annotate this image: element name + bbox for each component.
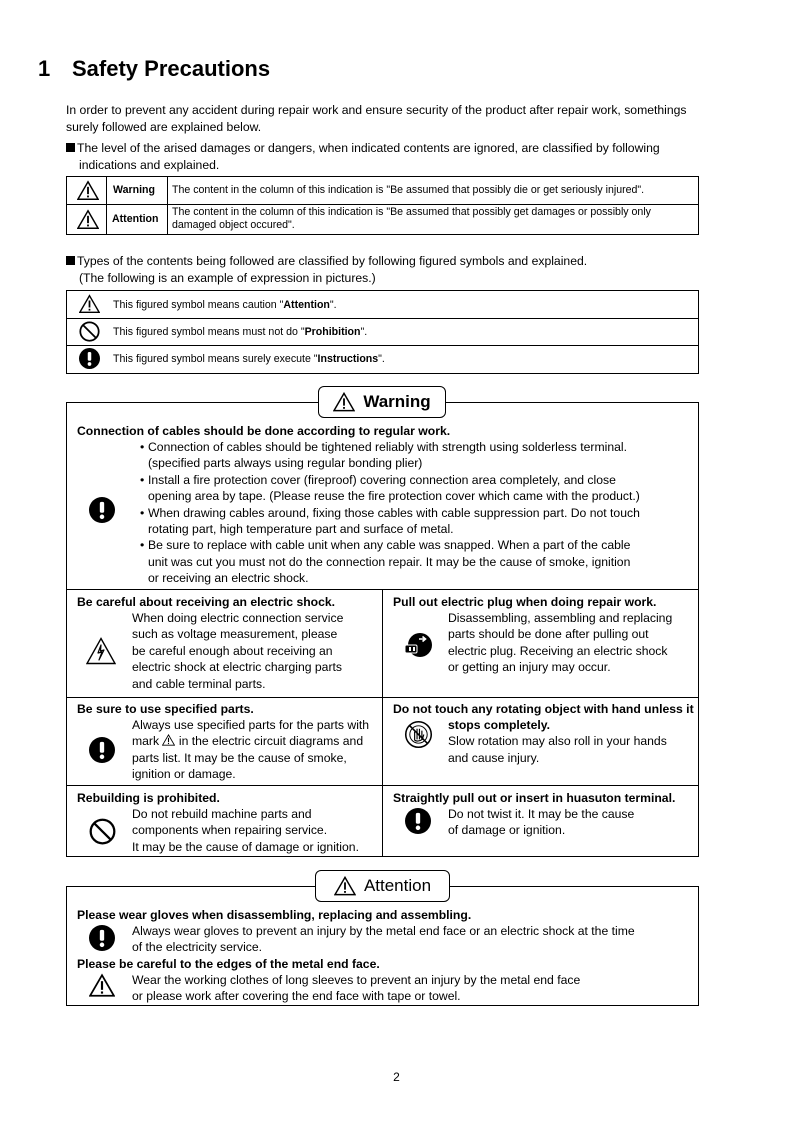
attention-header-label: Attention bbox=[363, 876, 432, 895]
cables-bullet: • Connection of cables should be tightened reliably with strength using solderless terminal. (specified parts always using regular bonding plier) bbox=[140, 439, 700, 472]
symbol-prohibition-row: This figured symbol means must not do "Prohibition". bbox=[113, 326, 368, 338]
rebuild-prohibition-icon bbox=[89, 818, 116, 845]
warning-header bbox=[318, 386, 446, 418]
no-touch-hand-icon bbox=[404, 720, 433, 749]
intro-line: In order to prevent any accident during repair work and ensure security of the product after repair work, somethings bbox=[66, 103, 687, 117]
symbol-attention-row: This figured symbol means caution "Attention". bbox=[113, 299, 337, 311]
terminal-text: Do not twist it. It may be the cause of damage or ignition. bbox=[448, 807, 635, 838]
types-intro-line: Types of the contents being followed are classified by following figured symbols and explained. bbox=[77, 254, 588, 268]
page-number: 2 bbox=[393, 1070, 400, 1084]
gloves-instruction-icon bbox=[89, 925, 115, 951]
warning-header-icon bbox=[333, 392, 355, 412]
cables-title: Connection of cables should be done according to regular work. bbox=[77, 424, 451, 438]
levels-table bbox=[66, 176, 699, 235]
rotating-text: stops completely. Slow rotation may also roll in your hands and cause injury. bbox=[448, 718, 667, 765]
instruction-icon bbox=[79, 348, 100, 369]
parts-instruction-icon bbox=[89, 737, 115, 763]
prohibition-icon bbox=[79, 321, 100, 342]
cables-bullet: • When drawing cables around, fixing those cables with cable suppression part. Do not touch rotating part, high temperature part and surface of metal. bbox=[140, 505, 700, 538]
cables-instruction-icon bbox=[89, 497, 115, 523]
levels-intro-line: The level of the arised damages or dangers, when indicated contents are ignored, are classified by following bbox=[77, 141, 660, 155]
level-attention-text: The content in the column of this indication is "Be assumed that possibly get damages or possibly only damaged object occured". bbox=[172, 206, 651, 231]
plug-text: Disassembling, assembling and replacing parts should be done after pulling out electric plug. Receiving an electric shock or getting an injury may occur. bbox=[448, 611, 673, 675]
shock-text: When doing electric connection service such as voltage measurement, please be careful enough about receiving an electric shock at electric charging parts and cable terminal parts. bbox=[132, 611, 344, 691]
edges-text: Wear the working clothes of long sleeves to prevent an injury by the metal end face or please work after covering the end face with tape or towel. bbox=[132, 973, 581, 1004]
edges-caution-icon bbox=[89, 973, 115, 998]
levels-intro-line: indications and explained. bbox=[79, 158, 220, 172]
electric-shock-icon bbox=[86, 637, 116, 665]
warning-triangle-icon bbox=[77, 180, 99, 201]
types-intro bbox=[66, 253, 746, 287]
parts-text: Always use specified parts for the parts with mark in the electric circuit diagrams and parts list. It may be the cause of smoke, ignition or damage. bbox=[132, 718, 370, 782]
gloves-title: Please wear gloves when disassembling, replacing and assembling. bbox=[77, 908, 472, 922]
unplug-icon bbox=[403, 630, 433, 660]
edges-title: Please be careful to the edges of the metal end face. bbox=[77, 957, 380, 971]
rebuild-text: Do not rebuild machine parts and components when repairing service. It may be the cause of damage or ignition. bbox=[132, 807, 359, 854]
shock-title: Be careful about receiving an electric shock. bbox=[77, 595, 336, 609]
parts-title: Be sure to use specified parts. bbox=[77, 702, 254, 716]
terminal-instruction-icon bbox=[405, 808, 431, 834]
symbol-instructions-row: This figured symbol means surely execute "Instructions". bbox=[113, 353, 385, 365]
caution-mark-icon bbox=[162, 734, 175, 746]
bullet-square bbox=[66, 256, 75, 265]
level-warning-text: The content in the column of this indication is "Be assumed that possibly die or get seriously injured". bbox=[172, 184, 645, 196]
cables-bullets bbox=[140, 439, 700, 587]
attention-triangle-icon bbox=[77, 209, 99, 230]
gloves-text: Always wear gloves to prevent an injury by the metal end face or an electric shock at the time of the electricity service. bbox=[132, 924, 635, 955]
symbols-table bbox=[66, 290, 699, 374]
intro-line: surely followed are explained below. bbox=[66, 120, 262, 134]
attention-header-icon bbox=[334, 876, 356, 896]
types-intro-line: (The following is an example of expression in pictures.) bbox=[79, 271, 376, 285]
rotating-title: Do not touch any rotating object with hand unless it bbox=[393, 702, 694, 716]
level-warning-label: Warning bbox=[113, 184, 155, 196]
intro-paragraph bbox=[66, 102, 746, 136]
section-title bbox=[38, 56, 270, 82]
warning-header-label: Warning bbox=[363, 392, 431, 411]
levels-intro bbox=[66, 140, 746, 174]
level-attention-label: Attention bbox=[112, 213, 159, 225]
bullet-square bbox=[66, 143, 75, 152]
caution-triangle-icon bbox=[79, 294, 100, 314]
attention-header bbox=[315, 870, 450, 902]
section-number: 1 bbox=[38, 56, 51, 81]
plug-title: Pull out electric plug when doing repair work. bbox=[393, 595, 657, 609]
cables-bullet: • Be sure to replace with cable unit when any cable was snapped. When a part of the cable unit was cut you must not do the connection repair. It may be the cause of smoke, ignition or receiving an electric shock. bbox=[140, 537, 700, 586]
cables-bullet: • Install a fire protection cover (fireproof) covering connection area completely, and close opening area by tape. (Please reuse the fire protection cover which came with the product.) bbox=[140, 472, 700, 505]
section-title-text: Safety Precautions bbox=[72, 56, 271, 81]
rebuild-title: Rebuilding is prohibited. bbox=[77, 791, 220, 805]
terminal-title: Straightly pull out or insert in huasuton terminal. bbox=[393, 791, 676, 805]
